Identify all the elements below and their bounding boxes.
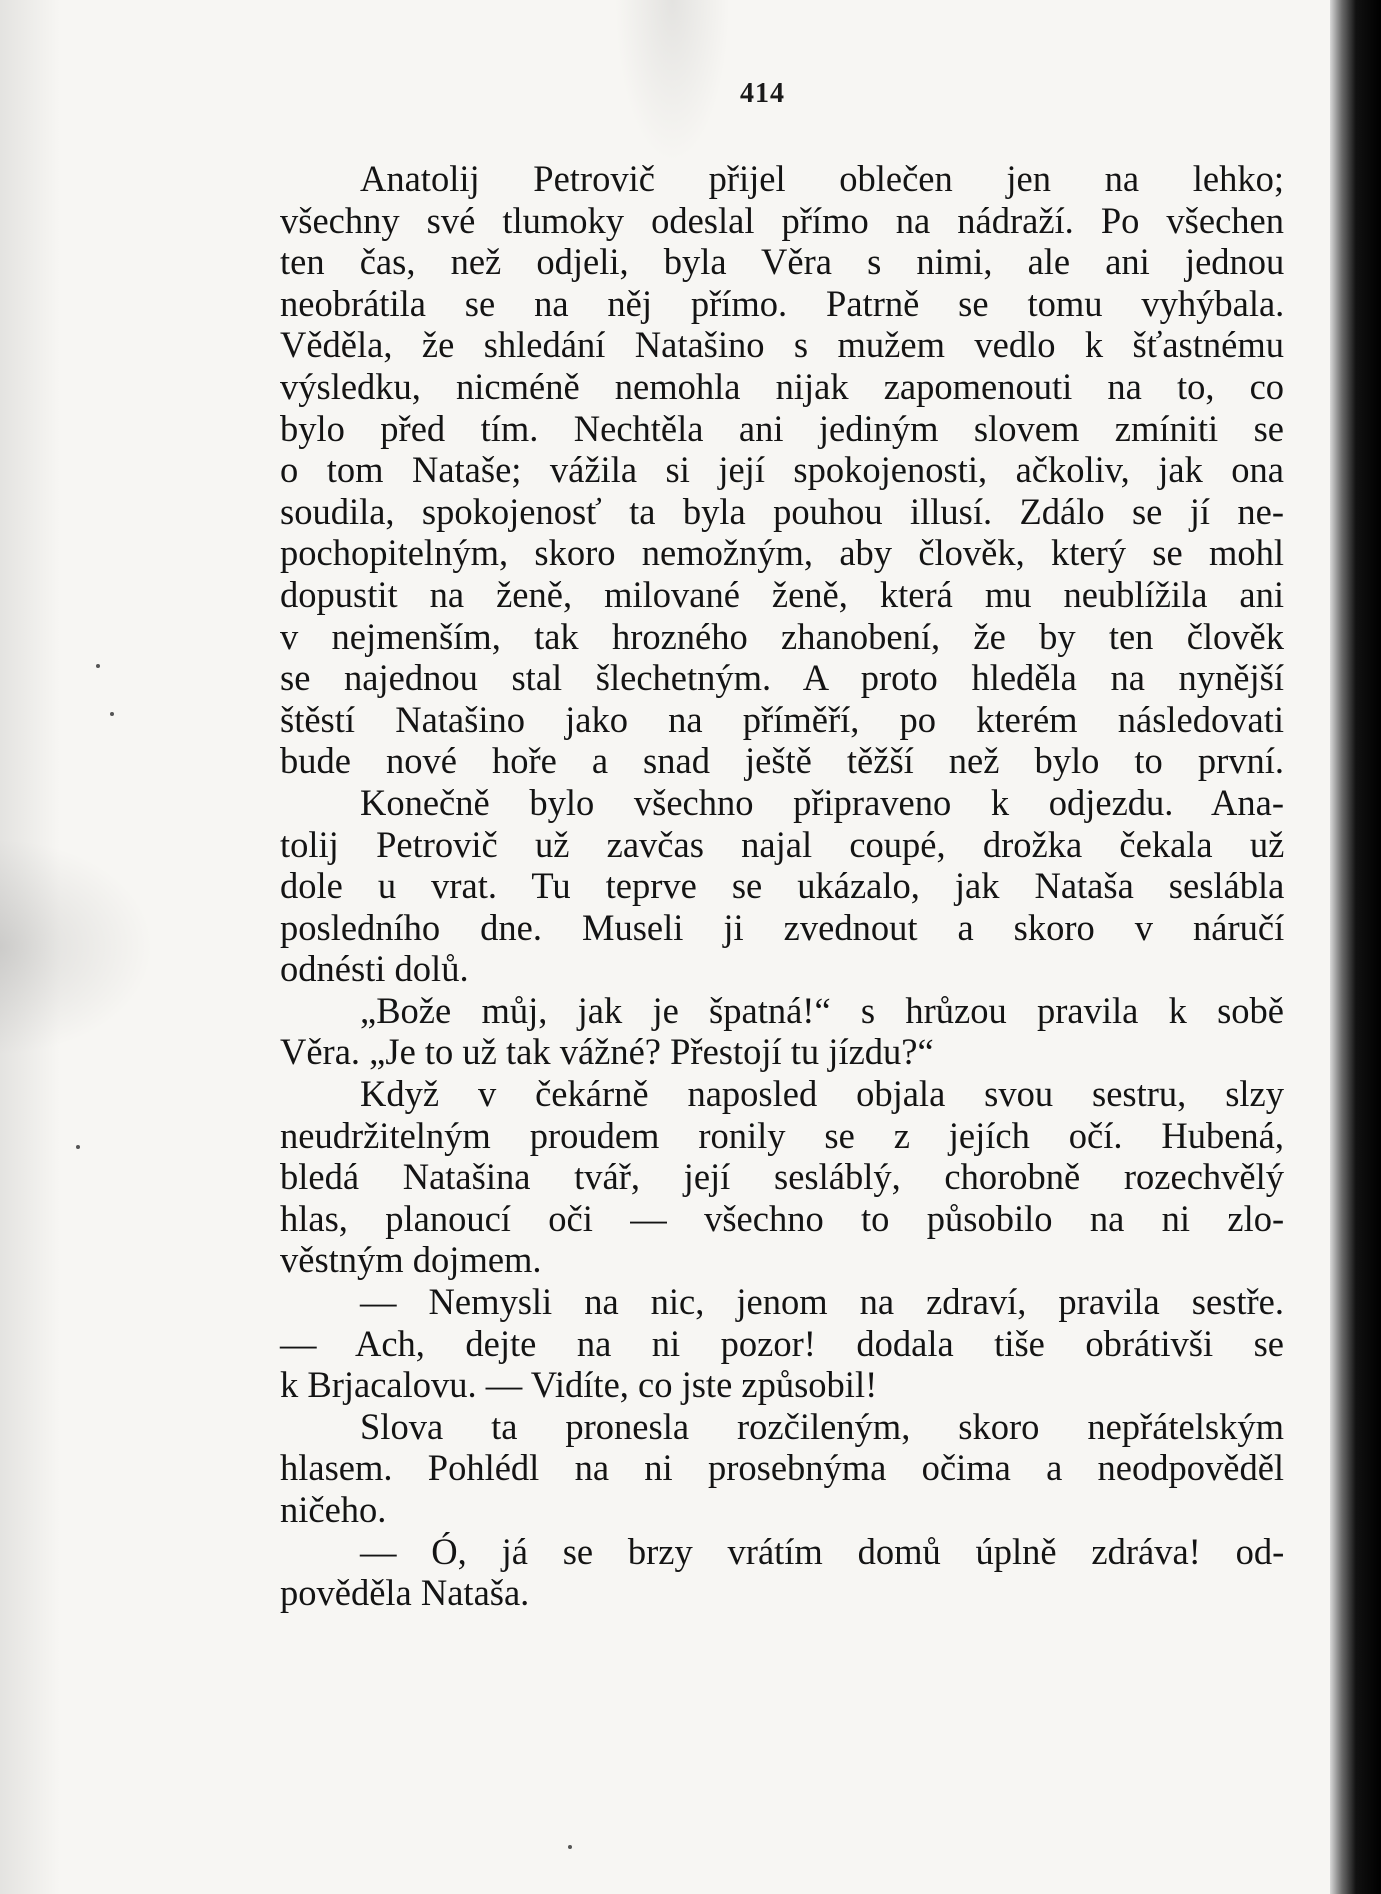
text-line: hlasem. Pohlédl na ni prosebnýma očima a neodpověděl: [280, 1447, 1285, 1489]
text-line: všechny své tlumoky odeslal přímo na nádraží. Po všechen: [280, 199, 1284, 241]
text-line: — Nemysli na nic, jenom na zdraví, pravila sestře.: [360, 1281, 1284, 1323]
text-line: dopustit na ženě, milované ženě, která mu neublížila ani: [280, 573, 1284, 615]
text-line: neobrátila se na něj přímo. Patrně se tomu vyhýbala.: [280, 282, 1285, 324]
text-line: v nejmenším, tak hrozného zhanobení, že by ten člověk: [280, 615, 1284, 657]
page-number: 414: [740, 78, 785, 109]
text-line: k Brjacalovu. — Vidíte, co jste způsobil!: [280, 1364, 878, 1406]
text-line: Když v čekárně naposled objala svou sestru, slzy: [360, 1073, 1284, 1115]
text-line: Věděla, že shledání Natašino s mužem vedlo k šťastnému: [280, 324, 1284, 366]
text-line: pověděla Nataša.: [280, 1572, 530, 1614]
body-text: [280, 158, 1284, 1614]
text-line: bledá Natašina tvář, její sesláblý, chorobně rozechvělý: [280, 1156, 1284, 1198]
text-line: odnésti dolů.: [280, 948, 469, 990]
text-line: bude nové hoře a snad ještě těžší než bylo to první.: [280, 740, 1284, 782]
print-speck: [76, 1145, 80, 1149]
text-line: výsledku, nicméně nemohla nijak zapomenouti na to, co: [280, 365, 1285, 407]
text-line: pochopitelným, skoro nemožným, aby člověk, který se mohl: [280, 532, 1284, 574]
text-line: dole u vrat. Tu teprve se ukázalo, jak Nataša seslábla: [280, 865, 1285, 907]
text-line: Věra. „Je to už tak vážné? Přestojí tu jízdu?“: [280, 1031, 934, 1073]
text-line: tolij Petrovič už zavčas najal coupé, drožka čekala už: [280, 823, 1285, 865]
print-speck: [568, 1845, 572, 1849]
text-line: věstným dojmem.: [280, 1239, 542, 1281]
text-line: Konečně bylo všechno připraveno k odjezdu. Ana-: [360, 781, 1284, 823]
text-line: štěstí Natašino jako na příměří, po kterém následovati: [280, 698, 1284, 740]
text-line: — Ó, já se brzy vrátím domů úplně zdráva! od-: [360, 1530, 1285, 1572]
text-line: soudila, spokojenosť ta byla pouhou illusí. Zdálo se jí ne-: [280, 490, 1284, 532]
text-line: se najednou stal šlechetným. A proto hleděla na nynější: [280, 657, 1284, 699]
text-line: Anatolij Petrovič přijel oblečen jen na lehko;: [360, 158, 1284, 199]
text-line: o tom Nataše; vážila si její spokojenosti, ačkoliv, jak ona: [280, 449, 1284, 491]
text-line: bylo před tím. Nechtěla ani jediným slovem zmíniti se: [280, 407, 1284, 449]
text-line: ničeho.: [280, 1489, 387, 1530]
text-line: posledního dne. Museli ji zvednout a skoro v náručí: [280, 906, 1285, 948]
text-line: ten čas, než odjeli, byla Věra s nimi, ale ani jednou: [280, 241, 1285, 283]
text-line: „Bože můj, jak je špatná!“ s hrůzou pravila k sobě: [360, 989, 1284, 1031]
text-line: hlas, planoucí oči — všechno to působilo na ni zlo-: [280, 1197, 1285, 1239]
text-line: — Ach, dejte na ni pozor! dodala tiše obrátivši se: [280, 1322, 1284, 1364]
page-edge-shadow: [1330, 0, 1381, 1894]
print-speck: [110, 712, 114, 716]
text-line: Slova ta pronesla rozčileným, skoro nepřátelským: [360, 1405, 1284, 1447]
text-line: neudržitelným proudem ronily se z jejích očí. Hubená,: [280, 1114, 1284, 1156]
print-speck: [96, 664, 100, 668]
